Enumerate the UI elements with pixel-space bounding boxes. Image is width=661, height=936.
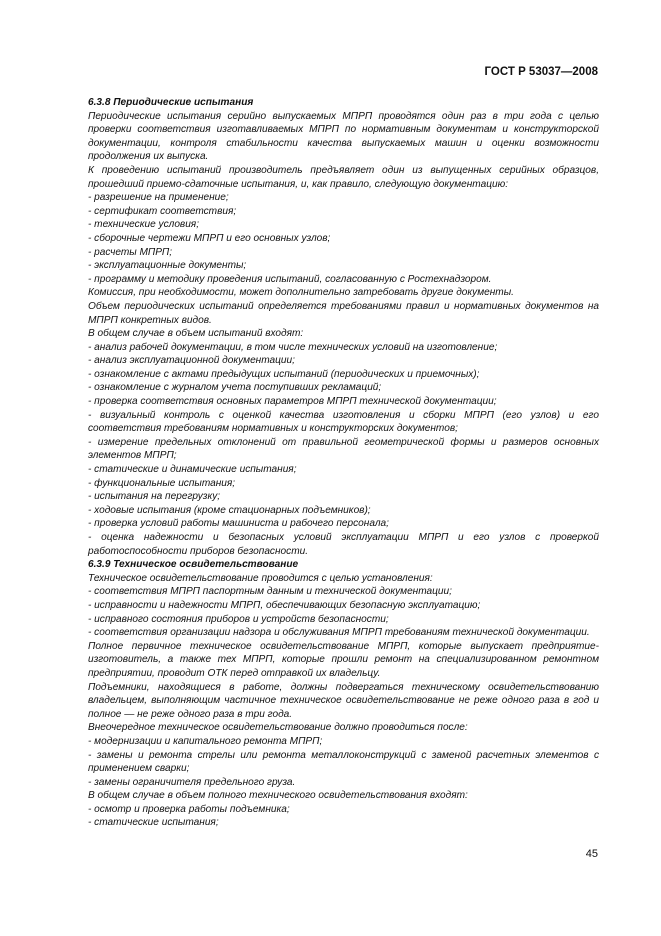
list-item: - исправного состояния приборов и устройств безопасности; — [88, 613, 389, 625]
list-item: - сертификат соответствия; — [88, 205, 237, 217]
list-item: - модернизации и капитального ремонта МПРП; — [88, 735, 323, 747]
section-heading-6-3-9: 6.3.9 Техническое освидетельствование — [88, 559, 299, 571]
list-item: - разрешение на применение; — [88, 192, 229, 204]
paragraph: Техническое освидетельствование проводится с целью установления: — [88, 572, 433, 584]
list-item: - оценка надежности и безопасных условий эксплуатации МПРП и его узлов с проверкой работоспособности приборов безопасности. — [88, 532, 599, 557]
paragraph: Подъемники, находящиеся в работе, должны подвергаться техническому освидетельствованию владельцем, выполняющим частичное техническое освидетельствование не реже одного раза в год и полное — не реже одного раза в три года. — [88, 681, 599, 720]
page-content — [88, 96, 599, 830]
list-item: - анализ эксплуатационной документации; — [88, 355, 295, 367]
page-number: 45 — [585, 848, 598, 860]
list-item: - замены ограничителя предельного груза. — [88, 776, 296, 788]
list-item: - проверка условий работы машиниста и рабочего персонала; — [88, 518, 389, 530]
list-item: - испытания на перегрузку; — [88, 491, 221, 503]
list-item: - функциональные испытания; — [88, 477, 236, 489]
list-item: - анализ рабочей документации, в том числе технических условий на изготовление; — [88, 341, 498, 353]
list-item: - эксплуатационные документы; — [88, 260, 247, 272]
list-item: - ознакомление с журналом учета поступивших рекламаций; — [88, 382, 382, 394]
section-heading-6-3-8: 6.3.8 Периодические испытания — [88, 97, 254, 108]
paragraph: Периодические испытания серийно выпускаемых МПРП проводятся один раз в три года с целью проверки соответствия изготавливаемых МПРП по нормативным документам и конструкторской документации, контроля стабильности качества выпускаемых машин и оценки возможности продолжения их выпуска. — [88, 110, 599, 163]
paragraph: К проведению испытаний производитель предъявляет один из выпущенных серийных образцов, прошедший приемо-сдаточные испытания, и, как правило, следующую документацию: — [88, 164, 599, 190]
list-item: - измерение предельных отклонений от правильной геометрической формы и размеров основных элементов МПРП; — [88, 436, 599, 462]
list-item: - сборочные чертежи МПРП и его основных узлов; — [88, 232, 331, 244]
list-item: - статические испытания; — [88, 817, 219, 829]
paragraph: Внеочередное техническое освидетельствование должно проводиться после: — [88, 722, 468, 734]
paragraph: Объем периодических испытаний определяется требованиями правил и нормативных документов на МПРП конкретных видов. — [88, 300, 599, 326]
list-item: - соответствия МПРП паспортным данным и технической документации; — [88, 586, 452, 598]
paragraph: В общем случае в объем испытаний входят: — [88, 328, 304, 340]
list-item: - визуальный контроль с оценкой качества изготовления и сборки МПРП (его узлов) и его соответствия требованиям нормативных и конструкторских документов; — [88, 409, 599, 435]
list-item: - соответствия организации надзора и обслуживания МПРП требованиям технической документации. — [88, 627, 590, 639]
document-code: ГОСТ Р 53037—2008 — [484, 66, 598, 78]
list-item: - технические условия; — [88, 219, 200, 231]
list-item: - статические и динамические испытания; — [88, 464, 297, 476]
paragraph: В общем случае в объем полного технического освидетельствования входят: — [88, 790, 468, 802]
list-item: - ознакомление с актами предыдущих испытаний (периодических и приемочных); — [88, 368, 480, 380]
list-item: - программу и методику проведения испытаний, согласованную с Ростехнадзором. — [88, 273, 492, 285]
list-item: - проверка соответствия основных параметров МПРП технической документации; — [88, 396, 497, 408]
list-item: - расчеты МПРП; — [88, 246, 173, 258]
list-item: - ходовые испытания (кроме стационарных подъемников); — [88, 504, 371, 516]
list-item: - осмотр и проверка работы подъемника; — [88, 803, 290, 815]
list-item: - исправности и надежности МПРП, обеспечивающих безопасную эксплуатацию; — [88, 599, 481, 611]
paragraph: Комиссия, при необходимости, может дополнительно затребовать другие документы. — [88, 287, 514, 299]
list-item: - замены и ремонта стрелы или ремонта металлоконструкций с заменой расчетных элементов с применением сварки; — [88, 749, 599, 775]
paragraph: Полное первичное техническое освидетельствование МПРП, которые выпускает предприятие-изготовитель, а также тех МПРП, которые прошли ремонт на специализированном ремонтном предприятии, проводит ОТК перед отправкой их владельцу. — [88, 640, 599, 679]
